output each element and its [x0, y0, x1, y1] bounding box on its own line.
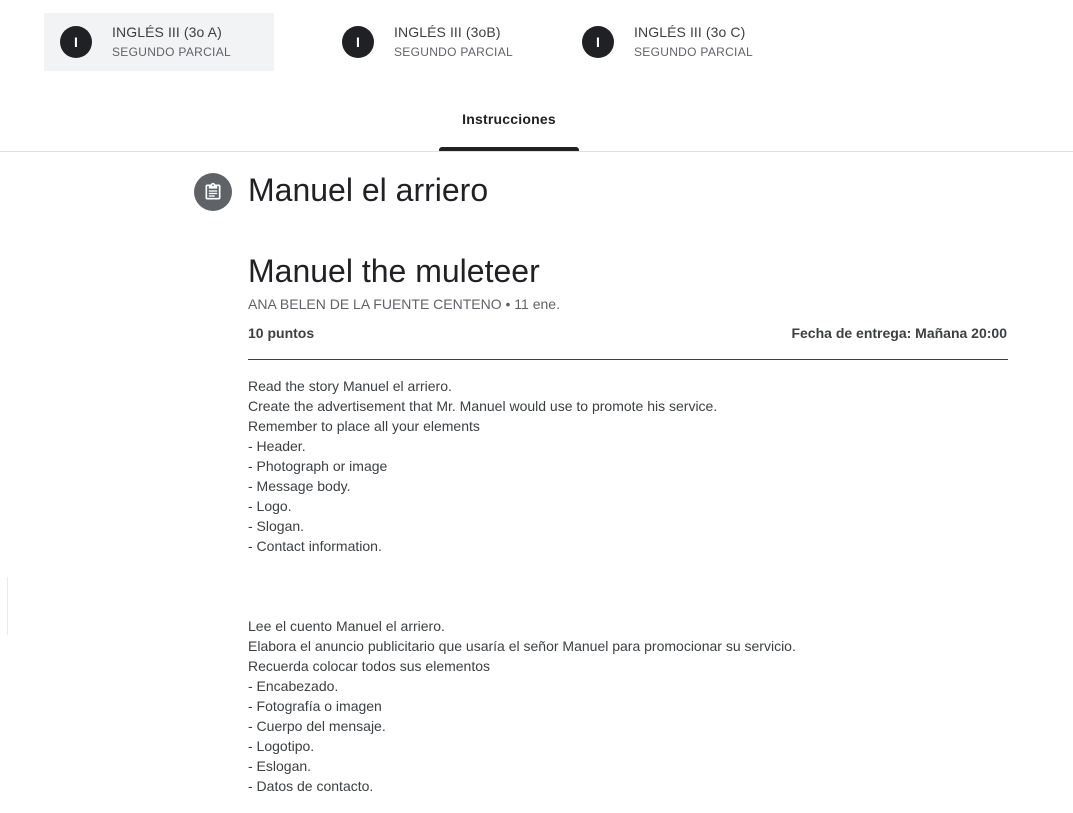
topic-title: Manuel el arriero — [248, 172, 489, 208]
class-tab-3o-c[interactable] — [582, 13, 782, 71]
class-avatar: I — [342, 26, 374, 58]
nav-divider — [0, 151, 1073, 152]
description-line — [248, 576, 1008, 596]
edge-divider — [7, 577, 8, 635]
class-name: INGLÉS III (3oB) — [394, 24, 501, 41]
class-avatar: I — [582, 26, 614, 58]
content-divider — [248, 359, 1008, 360]
description-line: Remember to place all your elements — [248, 418, 480, 434]
description-line: - Logotipo. — [248, 738, 315, 754]
description-line — [248, 596, 1008, 616]
description-line: - Message body. — [248, 478, 351, 494]
description-line: - Fotografía o imagen — [248, 698, 382, 714]
description-line: Create the advertisement that Mr. Manuel would use to promote his service. — [248, 398, 718, 414]
class-name: INGLÉS III (3o A) — [112, 24, 222, 41]
class-tab-3ob[interactable] — [342, 13, 542, 71]
description-line: Elabora el anuncio publicitario que usaría el señor Manuel para promocionar su servicio. — [248, 638, 796, 654]
class-name: INGLÉS III (3o C) — [634, 24, 746, 41]
tab-label: Instrucciones — [462, 111, 556, 127]
description-line: - Cuerpo del mensaje. — [248, 718, 386, 734]
description-line: - Header. — [248, 438, 306, 454]
description-line: - Encabezado. — [248, 678, 339, 694]
due-date: Fecha de entrega: Mañana 20:00 — [791, 325, 1007, 341]
tab-instrucciones[interactable] — [439, 98, 579, 151]
description-line: Lee el cuento Manuel el arriero. — [248, 618, 445, 634]
description-line: - Contact information. — [248, 538, 382, 554]
description-line: - Logo. — [248, 498, 292, 514]
description-line: - Datos de contacto. — [248, 778, 374, 794]
description-line: - Slogan. — [248, 518, 305, 534]
description-line: Read the story Manuel el arriero. — [248, 378, 452, 394]
assignment-title: Manuel the muleteer — [248, 253, 540, 289]
class-avatar: I — [60, 26, 92, 58]
description-line: - Photograph or image — [248, 458, 388, 474]
assignment-meta: ANA BELEN DE LA FUENTE CENTENO • 11 ene. — [248, 296, 560, 312]
description-line: - Eslogan. — [248, 758, 312, 774]
description-line — [248, 556, 1008, 576]
assignment-icon — [194, 173, 232, 211]
assignment-points: 10 puntos — [248, 325, 315, 341]
assignment-description — [248, 376, 1008, 796]
clipboard-icon — [203, 182, 223, 202]
class-subtitle: SEGUNDO PARCIAL — [634, 45, 753, 60]
class-subtitle: SEGUNDO PARCIAL — [112, 45, 231, 60]
description-line: Recuerda colocar todos sus elementos — [248, 658, 491, 674]
class-subtitle: SEGUNDO PARCIAL — [394, 45, 513, 60]
class-tab-3o-a[interactable] — [44, 13, 274, 71]
